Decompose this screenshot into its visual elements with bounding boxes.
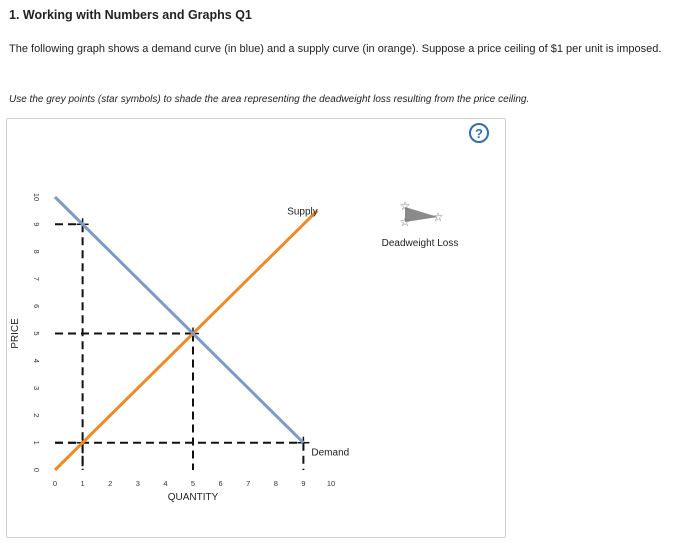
deadweight-star-bottom[interactable]: ☆ (399, 215, 411, 229)
y-tick-label: 5 (32, 331, 41, 336)
y-tick-label: 6 (32, 304, 41, 309)
deadweight-star-right[interactable]: ☆ (432, 210, 444, 224)
y-tick-label: 3 (32, 386, 41, 391)
deadweight-loss-label: Deadweight Loss (381, 238, 459, 249)
x-tick-label: 4 (163, 479, 168, 488)
y-tick-label: 0 (32, 467, 41, 473)
y-tick-label: 2 (32, 413, 41, 418)
y-tick-label: 4 (32, 358, 41, 363)
y-tick-label: 10 (32, 192, 41, 202)
question-title: 1. Working with Numbers and Graphs Q1 (9, 8, 252, 22)
y-tick-label: 8 (32, 249, 41, 254)
help-icon[interactable]: ? (469, 123, 489, 143)
x-tick-label: 1 (80, 479, 85, 488)
y-tick-label: 7 (32, 276, 41, 281)
x-tick-label: 0 (52, 479, 58, 488)
x-tick-label: 5 (190, 479, 196, 488)
supply-curve (55, 211, 317, 470)
x-axis-label: QUANTITY (167, 492, 219, 503)
question-text: The following graph shows a demand curve (in blue) and a supply curve (in orange). Suppose a price ceiling of $1 per unit is imposed. (9, 43, 662, 55)
x-tick-label: 6 (218, 479, 223, 488)
supply-curve-label: Supply (287, 206, 318, 218)
x-tick-label: 10 (326, 479, 336, 488)
y-tick-label: 1 (32, 440, 41, 445)
question-instruction: Use the grey points (star symbols) to shade the area representing the deadweight loss resulting from the price ceiling. (9, 94, 530, 105)
x-tick-label: 3 (135, 479, 140, 488)
demand-curve-label: Demand (311, 447, 350, 459)
x-tick-label: 7 (246, 479, 251, 488)
y-axis-label: PRICE (10, 318, 21, 349)
x-tick-label: 2 (108, 479, 113, 488)
demand-curve (55, 197, 303, 443)
y-tick-label: 9 (32, 222, 41, 227)
deadweight-star-top[interactable]: ☆ (399, 199, 411, 213)
x-tick-label: 8 (273, 479, 278, 488)
x-tick-label: 9 (301, 479, 306, 488)
